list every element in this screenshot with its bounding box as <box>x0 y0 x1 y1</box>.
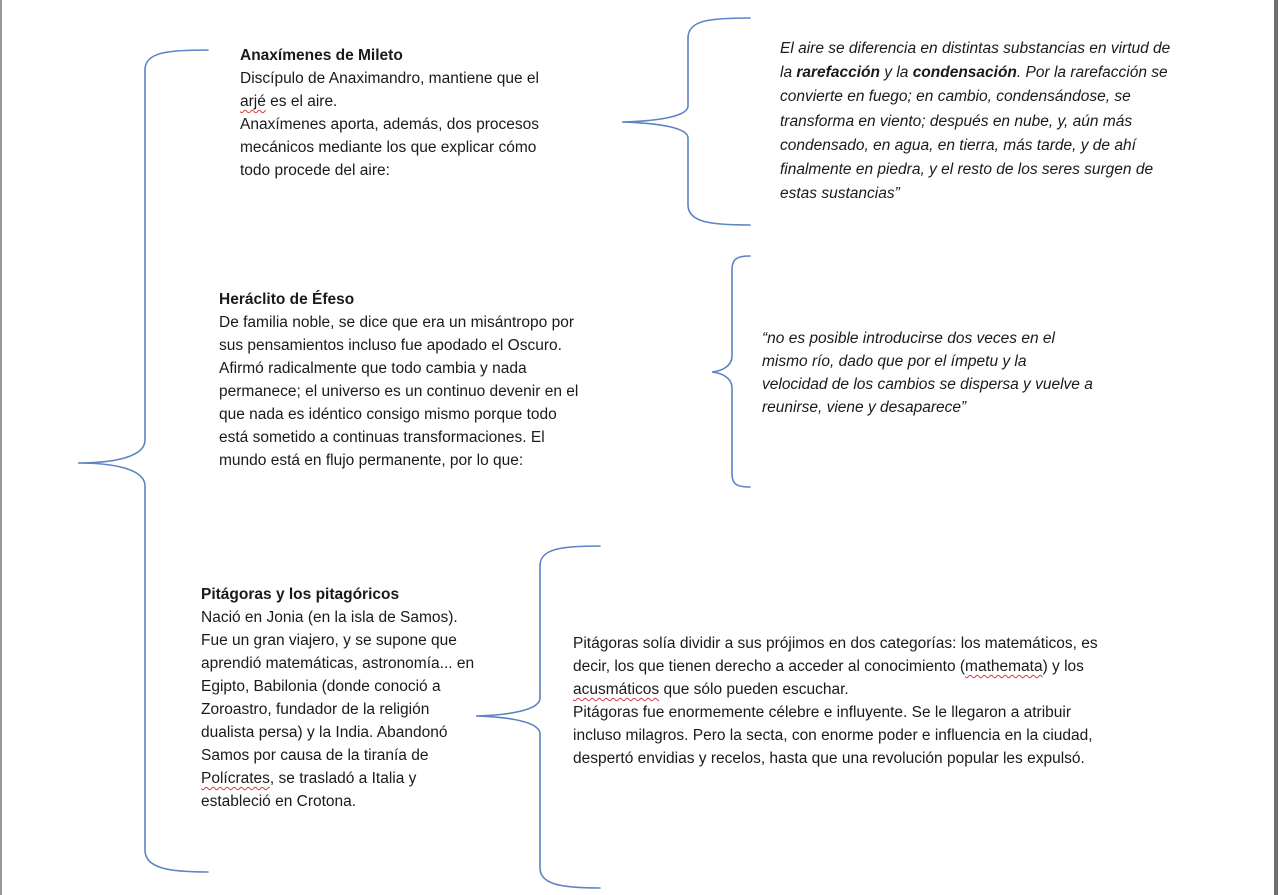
heraclito-line: sus pensamientos incluso fue apodado el Oscuro. <box>219 337 562 354</box>
anaximenes-line: mecánicos mediante los que explicar cómo <box>240 139 537 156</box>
heraclito-brace <box>712 256 750 487</box>
spellcheck-word: mathemata <box>965 658 1043 675</box>
heraclito-block <box>219 288 578 472</box>
spellcheck-word: arjé <box>240 93 266 110</box>
detail-line: incluso milagros. Pero la secta, con enorme poder e influencia en la ciudad, <box>573 727 1093 744</box>
pitagoras-line: Nació en Jonia (en la isla de Samos). <box>201 609 458 626</box>
detail-line: Pitágoras fue enormemente célebre e influyente. Se le llegaron a atribuir <box>573 704 1072 721</box>
detail-line: Pitágoras solía dividir a sus prójimos en dos categorías: los matemáticos, es <box>573 635 1098 652</box>
main-left-brace <box>78 50 208 872</box>
detail-line <box>573 655 1098 678</box>
quote-line: “no es posible introducirse dos veces en el <box>762 330 1055 347</box>
detail-text: ) y los <box>1042 658 1084 675</box>
pitagoras-line: estableció en Crotona. <box>201 793 357 810</box>
detail-line: despertó envidias y recelos, hasta que una revolución popular les expulsó. <box>573 750 1085 767</box>
heraclito-line: permanece; el universo es un continuo devenir en el <box>219 383 579 400</box>
heraclito-title: Heráclito de Éfeso <box>219 291 355 308</box>
anaximenes-line: Anaxímenes aporta, además, dos procesos <box>240 116 539 133</box>
anaximenes-brace <box>622 18 750 225</box>
quote-line: El aire se diferencia en distintas substancias en virtud de <box>780 40 1171 57</box>
quote-line: condensado, en agua, en tierra, más tarde, y de ahí <box>780 136 1136 154</box>
quote-line: finalmente en piedra, y el resto de los seres surgen de <box>780 161 1154 179</box>
quote-text: . Por la rarefacción se <box>1016 64 1168 82</box>
detail-text: que sólo pueden escuchar. <box>659 681 849 698</box>
pitagoras-line: dualista persa) y la India. Abandonó <box>201 724 448 741</box>
pitagoras-line: Zoroastro, fundador de la religión <box>201 701 430 718</box>
quote-text: y la <box>879 64 913 82</box>
quote-line <box>780 61 1170 85</box>
quote-line: reunirse, viene y desaparece” <box>762 399 967 416</box>
quote-line: mismo río, dado que por el ímpetu y la <box>762 353 1027 370</box>
quote-line: convierte en fuego; en cambio, condensándose, se <box>780 88 1131 106</box>
pitagoras-line <box>201 767 474 790</box>
anaximenes-title: Anaxímenes de Mileto <box>240 47 403 64</box>
pitagoras-title: Pitágoras y los pitagóricos <box>201 586 400 603</box>
pitagoras-block <box>201 583 474 813</box>
detail-line <box>573 678 1098 701</box>
quote-line: estas sustancias” <box>780 185 900 203</box>
pitagoras-detail <box>573 632 1098 770</box>
anaximenes-block <box>240 44 539 182</box>
heraclito-line: que nada es idéntico consigo mismo porque todo <box>219 406 557 423</box>
pitagoras-line-rest: , se trasladó a Italia y <box>269 770 417 787</box>
heraclito-line: De familia noble, se dice que era un misántropo por <box>219 314 574 331</box>
quote-text: la <box>780 64 797 82</box>
pitagoras-line: aprendió matemáticas, astronomía... en <box>201 655 475 672</box>
pitagoras-line: Samos por causa de la tiranía de <box>201 747 429 764</box>
spellcheck-word: Polícrates <box>201 770 270 787</box>
pitagoras-line: Fue un gran viajero, y se supone que <box>201 632 457 649</box>
quote-line: transforma en viento; después en nube, y, aún más <box>780 112 1133 130</box>
anaximenes-line: Discípulo de Anaximandro, mantiene que el <box>240 70 539 87</box>
heraclito-line: mundo está en flujo permanente, por lo que: <box>219 452 524 469</box>
spellcheck-word: acusmáticos <box>573 681 660 698</box>
pitagoras-line: Egipto, Babilonia (donde conoció a <box>201 678 441 695</box>
anaximenes-line <box>240 90 539 113</box>
anaximenes-quote <box>780 37 1170 206</box>
quote-line: velocidad de los cambios se dispersa y vuelve a <box>762 376 1093 393</box>
quote-bold-term: condensación <box>912 64 1017 82</box>
heraclito-quote <box>762 327 1093 419</box>
heraclito-line: está sometido a continuas transformaciones. El <box>219 429 545 446</box>
anaximenes-line-rest: es el aire. <box>265 93 338 110</box>
anaximenes-line: todo procede del aire: <box>240 162 390 179</box>
detail-text: decir, los que tienen derecho a acceder al conocimiento ( <box>573 658 966 675</box>
quote-bold-term: rarefacción <box>796 64 880 82</box>
heraclito-line: Afirmó radicalmente que todo cambia y nada <box>219 360 527 377</box>
